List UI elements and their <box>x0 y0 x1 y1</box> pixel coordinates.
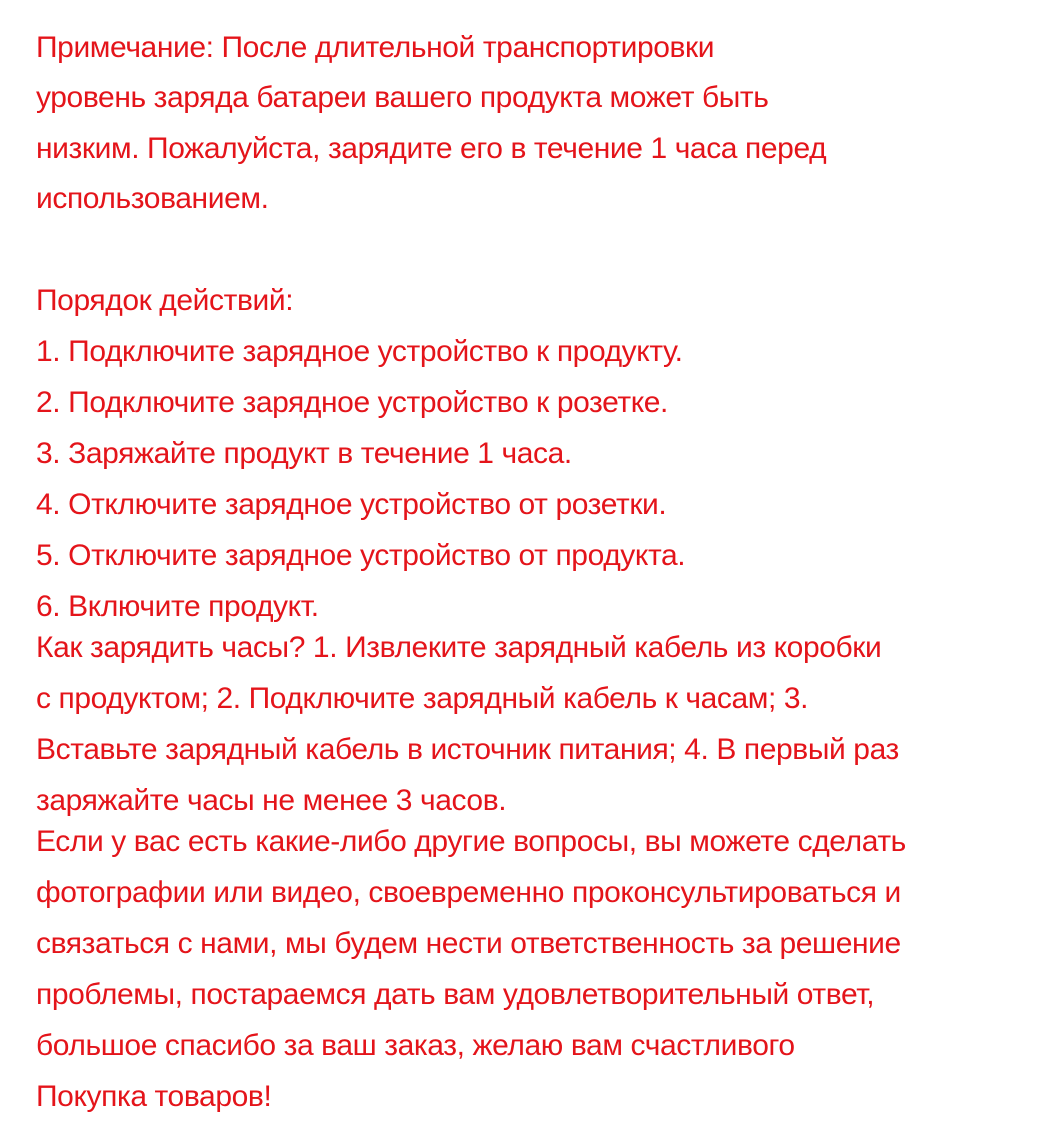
procedure-heading: Порядок действий: <box>36 284 294 317</box>
procedure-step-2: 2. Подключите зарядное устройство к розетке. <box>36 386 668 419</box>
contact-line-2: фотографии или видео, своевременно проконсультироваться и <box>36 876 901 909</box>
procedure-step-6: 6. Включите продукт. <box>36 590 319 623</box>
watch-charging-line-1: Как зарядить часы? 1. Извлеките зарядный кабель из коробки <box>36 631 882 664</box>
procedure-step-3: 3. Заряжайте продукт в течение 1 часа. <box>36 437 572 470</box>
note-line-2: уровень заряда батареи вашего продукта может быть <box>36 81 769 114</box>
contact-line-5: большое спасибо за ваш заказ, желаю вам счастливого <box>36 1029 795 1062</box>
contact-line-6: Покупка товаров! <box>36 1080 272 1113</box>
contact-line-1: Если у вас есть какие-либо другие вопросы, вы можете сделать <box>36 825 906 858</box>
procedure-step-5: 5. Отключите зарядное устройство от продукта. <box>36 539 686 572</box>
procedure-step-4: 4. Отключите зарядное устройство от розетки. <box>36 488 667 521</box>
contact-line-3: связаться с нами, мы будем нести ответственность за решение <box>36 927 901 960</box>
watch-charging-line-2: с продуктом; 2. Подключите зарядный кабель к часам; 3. <box>36 682 809 715</box>
contact-line-4: проблемы, постараемся дать вам удовлетворительный ответ, <box>36 978 875 1011</box>
note-line-3: низким. Пожалуйста, зарядите его в течение 1 часа перед <box>36 132 827 165</box>
watch-charging-line-3: Вставьте зарядный кабель в источник питания; 4. В первый раз <box>36 733 899 766</box>
note-line-1: Примечание: После длительной транспортировки <box>36 31 715 64</box>
watch-charging-line-4: заряжайте часы не менее 3 часов. <box>36 784 507 817</box>
note-line-4: использованием. <box>36 182 269 215</box>
procedure-step-1: 1. Подключите зарядное устройство к продукту. <box>36 335 683 368</box>
